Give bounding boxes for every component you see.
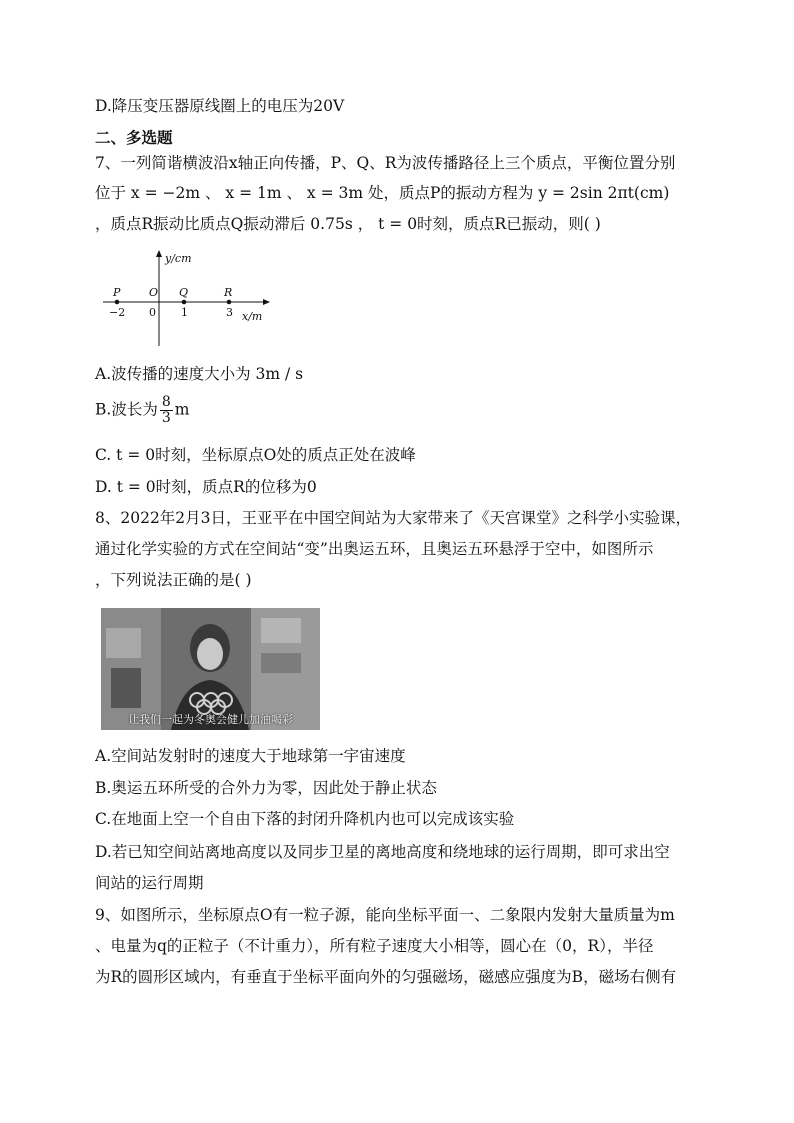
x-axis-label: x/m <box>242 310 263 323</box>
q7-option-a: A.波传播的速度大小为 3m / s <box>95 365 304 383</box>
q7-axis-diagram <box>95 250 275 350</box>
fraction-numerator: 8 <box>161 394 171 410</box>
q7-option-b-unit: m <box>174 400 190 419</box>
q7-stem-line3: ，质点R振动比质点Q振动滞后 0.75s ， t = 0时刻，质点R已振动，则( ) <box>95 215 601 233</box>
q7-option-b-prefix: B.波长为 <box>95 400 158 419</box>
y-axis-arrow-icon <box>156 250 162 257</box>
q8-stem-line1: 8、2022年2月3日，王亚平在中国空间站为大家带来了《天宫课堂》之科学小实验课， <box>95 509 692 527</box>
q8-stem-line2: 通过化学实验的方式在空间站“变”出奥运五环，且奥运五环悬浮于空中，如图所示 <box>95 540 654 558</box>
space-station-photo <box>101 608 320 730</box>
origin-label: O <box>149 286 159 299</box>
q8-option-d-line2: 间站的运行周期 <box>95 874 204 892</box>
q7-option-b <box>95 395 189 426</box>
fraction-eight-thirds <box>160 395 173 426</box>
q8-option-a: A.空间站发射时的速度大于地球第一宇宙速度 <box>95 747 406 765</box>
q7-option-d: D. t = 0时刻，质点R的位移为0 <box>95 478 317 496</box>
q8-option-b: B.奥运五环所受的合外力为零，因此处于静止状态 <box>95 779 437 797</box>
point-r-label: R <box>224 286 233 299</box>
q9-stem-line2: 、电量为q的正粒子（不计重力），所有粒子速度大小相等，圆心在（0，R），半径 <box>95 937 654 955</box>
q9-stem-line1: 9、如图所示，坐标原点O有一粒子源，能向坐标平面一、二象限内发射大量质量为m <box>95 906 675 924</box>
point-p-tick: −2 <box>109 306 126 319</box>
prev-option-d: D.降压变压器原线圈上的电压为20V <box>95 97 345 115</box>
section-title: 二、多选题 <box>95 128 173 147</box>
y-axis-label: y/cm <box>165 252 192 265</box>
point-q-dot <box>182 300 187 305</box>
point-q-label: Q <box>179 286 189 299</box>
origin-tick: 0 <box>149 306 156 319</box>
point-q-tick: 1 <box>181 306 188 319</box>
x-axis-arrow-icon <box>263 299 270 305</box>
q7-stem-line2: 位于 x = −2m 、 x = 1m 、 x = 3m 处，质点P的振动方程为 y = 2sin 2πt(cm) <box>95 184 670 202</box>
q8-stem-line3: ，下列说法正确的是( ) <box>95 571 252 589</box>
point-p-dot <box>115 300 120 305</box>
q8-option-d-line1: D.若已知空间站离地高度以及同步卫星的离地高度和绕地球的运行周期，即可求出空 <box>95 843 670 861</box>
point-r-tick: 3 <box>226 306 233 319</box>
point-r-dot <box>227 300 232 305</box>
q7-option-c: C. t = 0时刻，坐标原点O处的质点正处在波峰 <box>95 446 416 464</box>
q9-stem-line3: 为R的圆形区域内，有垂直于坐标平面向外的匀强磁场，磁感应强度为B，磁场右侧有 <box>95 968 677 986</box>
q8-option-c: C.在地面上空一个自由下落的封闭升降机内也可以完成该实验 <box>95 810 515 828</box>
photo-caption: 让我们一起为冬奥会健儿加油喝彩 <box>128 713 293 726</box>
fraction-denominator: 3 <box>161 410 171 426</box>
q7-stem-line1: 7、一列简谐横波沿x轴正向传播，P、Q、R为波传播路径上三个质点，平衡位置分别 <box>95 154 676 172</box>
point-p-label: P <box>113 286 121 299</box>
